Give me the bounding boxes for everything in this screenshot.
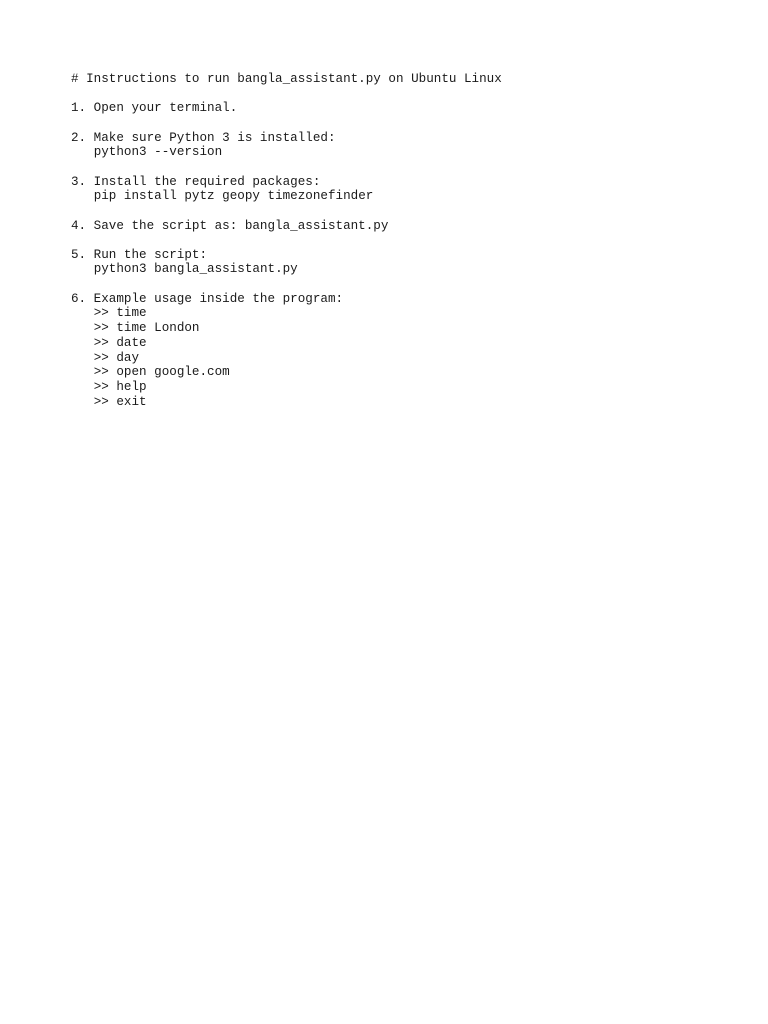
step-5 [71,248,748,277]
step-4 [71,219,748,234]
step-2 [71,131,748,160]
step-5-command: python3 bangla_assistant.py [93,262,298,277]
instructions-document [71,72,748,409]
step-1 [71,101,748,116]
example-command-7: >> exit [93,394,147,409]
step-1-text: 1. Open your terminal. [71,101,238,116]
example-command-3: >> date [93,335,147,350]
step-6-text: 6. Example usage inside the program: [71,291,344,306]
document-heading: # Instructions to run bangla_assistant.py on Ubuntu Linux [71,72,502,86]
example-command-4: >> day [93,350,140,365]
step-6 [71,292,748,410]
example-command-2: >> time London [93,321,200,336]
example-command-6: >> help [93,379,147,394]
step-3 [71,175,748,204]
step-4-text: 4. Save the script as: bangla_assistant.py [71,218,389,233]
step-2-command: python3 --version [93,145,223,160]
step-5-text: 5. Run the script: [71,247,208,262]
example-command-1: >> time [93,306,147,321]
example-command-5: >> open google.com [93,365,230,380]
step-3-text: 3. Install the required packages: [71,174,321,189]
step-3-command: pip install pytz geopy timezonefinder [93,189,374,204]
step-2-text: 2. Make sure Python 3 is installed: [71,130,336,145]
